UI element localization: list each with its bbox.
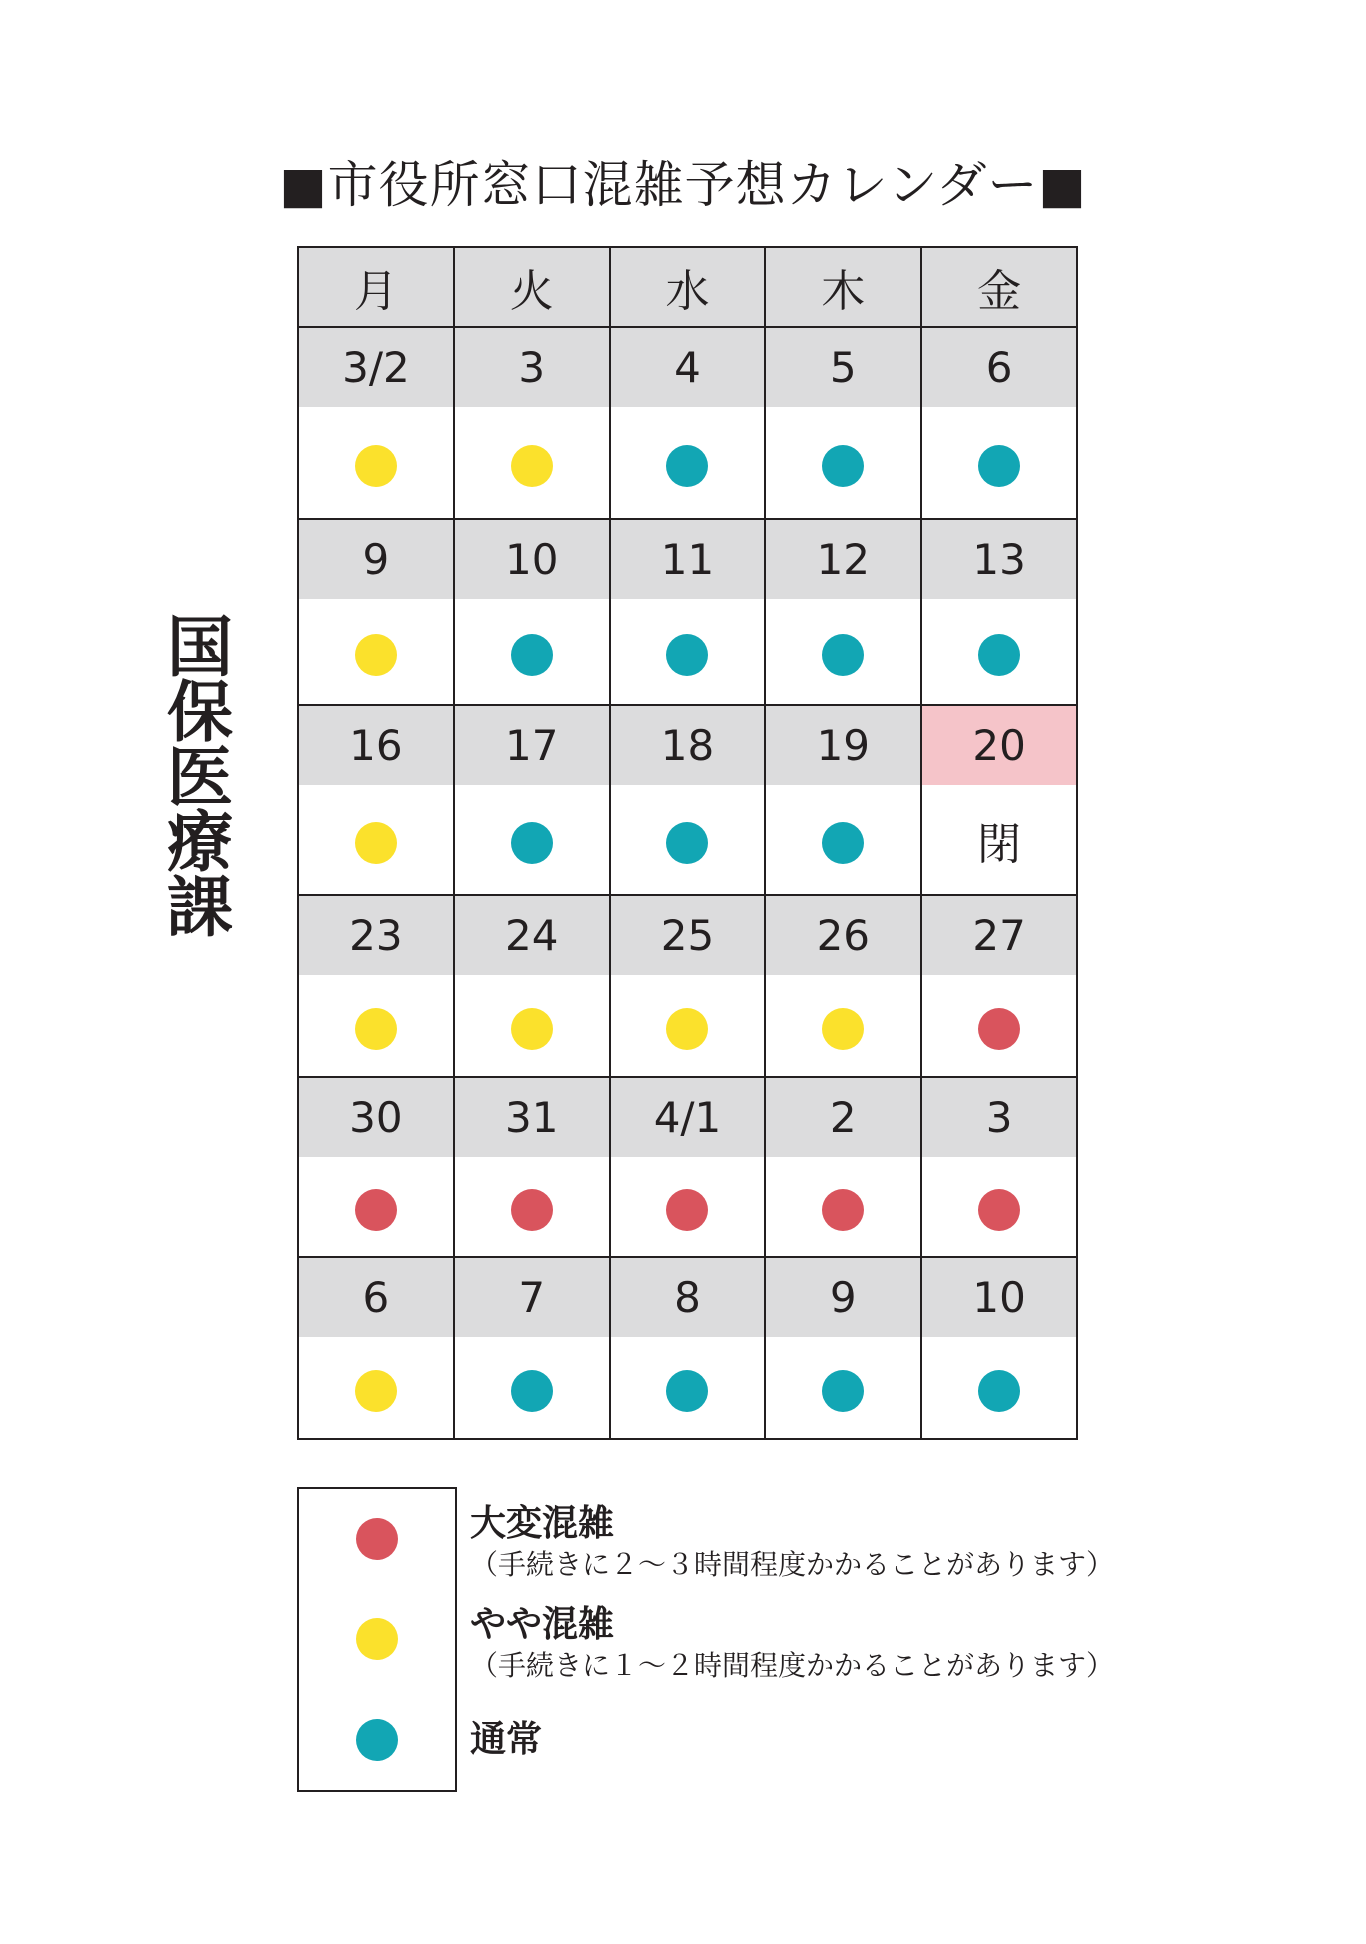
department-char: 医 [167, 739, 233, 816]
status-row [298, 785, 1077, 895]
date-cell: 27 [921, 895, 1077, 975]
date-cell: 2 [765, 1077, 921, 1157]
weekday-header: 水 [610, 247, 766, 327]
date-cell: 8 [610, 1257, 766, 1337]
status-cell [765, 1337, 921, 1439]
legend-note: （手続きに２～３時間程度かかることがあります） [470, 1548, 1115, 1581]
legend-note: （手続きに１～２時間程度かかることがあります） [470, 1649, 1115, 1682]
status-cell [610, 599, 766, 705]
department-char: 課 [167, 869, 233, 946]
department-char: 療 [167, 804, 233, 881]
teal-dot-icon [978, 1370, 1020, 1412]
teal-dot-icon [356, 1719, 398, 1761]
teal-dot-icon [511, 634, 553, 676]
date-cell: 30 [298, 1077, 454, 1157]
date-cell: 4/1 [610, 1077, 766, 1157]
status-cell [765, 785, 921, 895]
closed-label: 閉 [977, 819, 1022, 870]
legend-swatch-box [297, 1588, 457, 1691]
status-row [298, 599, 1077, 705]
status-cell [454, 407, 610, 519]
teal-dot-icon [666, 634, 708, 676]
red-dot-icon [978, 1008, 1020, 1050]
red-dot-icon [978, 1189, 1020, 1231]
status-cell [298, 407, 454, 519]
status-cell [298, 599, 454, 705]
yellow-dot-icon [355, 822, 397, 864]
status-cell [921, 1337, 1077, 1439]
status-cell [610, 1337, 766, 1439]
page-title: ■市役所窓口混雑予想カレンダー■ [279, 156, 1087, 214]
status-cell [765, 599, 921, 705]
status-cell [454, 1157, 610, 1257]
red-dot-icon [666, 1189, 708, 1231]
date-row [298, 327, 1077, 407]
date-cell: 10 [454, 519, 610, 599]
date-cell: 6 [921, 327, 1077, 407]
weekday-header: 木 [765, 247, 921, 327]
yellow-dot-icon [355, 445, 397, 487]
weekday-header: 金 [921, 247, 1077, 327]
status-cell [454, 1337, 610, 1439]
status-cell [298, 975, 454, 1077]
teal-dot-icon [822, 1370, 864, 1412]
date-row [298, 1077, 1077, 1157]
status-row [298, 975, 1077, 1077]
date-cell: 3 [921, 1077, 1077, 1157]
date-cell: 7 [454, 1257, 610, 1337]
date-cell: 3 [454, 327, 610, 407]
teal-dot-icon [511, 822, 553, 864]
date-cell: 19 [765, 705, 921, 785]
red-dot-icon [511, 1189, 553, 1231]
red-dot-icon [355, 1189, 397, 1231]
teal-dot-icon [978, 445, 1020, 487]
status-cell [610, 1157, 766, 1257]
status-cell [298, 1157, 454, 1257]
status-cell [454, 785, 610, 895]
date-cell: 10 [921, 1257, 1077, 1337]
status-cell [298, 1337, 454, 1439]
status-cell [765, 1157, 921, 1257]
congestion-calendar [297, 246, 1078, 1440]
status-cell [921, 1157, 1077, 1257]
teal-dot-icon [666, 445, 708, 487]
teal-dot-icon [666, 1370, 708, 1412]
teal-dot-icon [822, 445, 864, 487]
date-cell: 24 [454, 895, 610, 975]
date-cell: 9 [765, 1257, 921, 1337]
teal-dot-icon [978, 634, 1020, 676]
weekday-header-row [298, 247, 1077, 327]
yellow-dot-icon [355, 634, 397, 676]
status-cell [454, 599, 610, 705]
status-row [298, 1337, 1077, 1439]
date-row [298, 519, 1077, 599]
status-cell [921, 785, 1077, 895]
date-cell: 9 [298, 519, 454, 599]
legend-label: やや混雑 [470, 1604, 615, 1645]
yellow-dot-icon [355, 1370, 397, 1412]
date-cell: 18 [610, 705, 766, 785]
yellow-dot-icon [511, 1008, 553, 1050]
teal-dot-icon [511, 1370, 553, 1412]
legend-label: 大変混雑 [470, 1503, 615, 1544]
date-row [298, 895, 1077, 975]
status-cell [610, 785, 766, 895]
date-cell: 11 [610, 519, 766, 599]
legend-text [470, 1501, 1114, 1583]
status-cell [610, 975, 766, 1077]
date-row [298, 1257, 1077, 1337]
status-cell [921, 975, 1077, 1077]
date-row [298, 705, 1077, 785]
legend-label: 通常 [470, 1719, 543, 1760]
date-cell: 31 [454, 1077, 610, 1157]
department-char: 国 [167, 609, 233, 686]
legend-text [470, 1717, 542, 1763]
legend-swatch-box [297, 1689, 457, 1792]
legend-text [470, 1602, 1114, 1684]
teal-dot-icon [666, 822, 708, 864]
date-cell: 5 [765, 327, 921, 407]
date-cell: 16 [298, 705, 454, 785]
date-cell: 4 [610, 327, 766, 407]
red-dot-icon [356, 1518, 398, 1560]
teal-dot-icon [822, 822, 864, 864]
yellow-dot-icon [356, 1618, 398, 1660]
status-cell [765, 407, 921, 519]
status-row [298, 407, 1077, 519]
yellow-dot-icon [822, 1008, 864, 1050]
status-cell [454, 975, 610, 1077]
date-cell: 25 [610, 895, 766, 975]
status-cell [765, 975, 921, 1077]
date-cell: 26 [765, 895, 921, 975]
yellow-dot-icon [666, 1008, 708, 1050]
date-cell: 6 [298, 1257, 454, 1337]
status-row [298, 1157, 1077, 1257]
date-cell: 17 [454, 705, 610, 785]
weekday-header: 火 [454, 247, 610, 327]
status-cell [610, 407, 766, 519]
date-cell: 20 [921, 705, 1077, 785]
date-cell: 13 [921, 519, 1077, 599]
department-char: 保 [167, 674, 233, 751]
yellow-dot-icon [511, 445, 553, 487]
weekday-header: 月 [298, 247, 454, 327]
legend-swatch-box [297, 1487, 457, 1590]
red-dot-icon [822, 1189, 864, 1231]
date-cell: 23 [298, 895, 454, 975]
date-cell: 3/2 [298, 327, 454, 407]
status-cell [921, 599, 1077, 705]
status-cell [921, 407, 1077, 519]
department-label [160, 609, 240, 946]
teal-dot-icon [822, 634, 864, 676]
status-cell [298, 785, 454, 895]
yellow-dot-icon [355, 1008, 397, 1050]
date-cell: 12 [765, 519, 921, 599]
